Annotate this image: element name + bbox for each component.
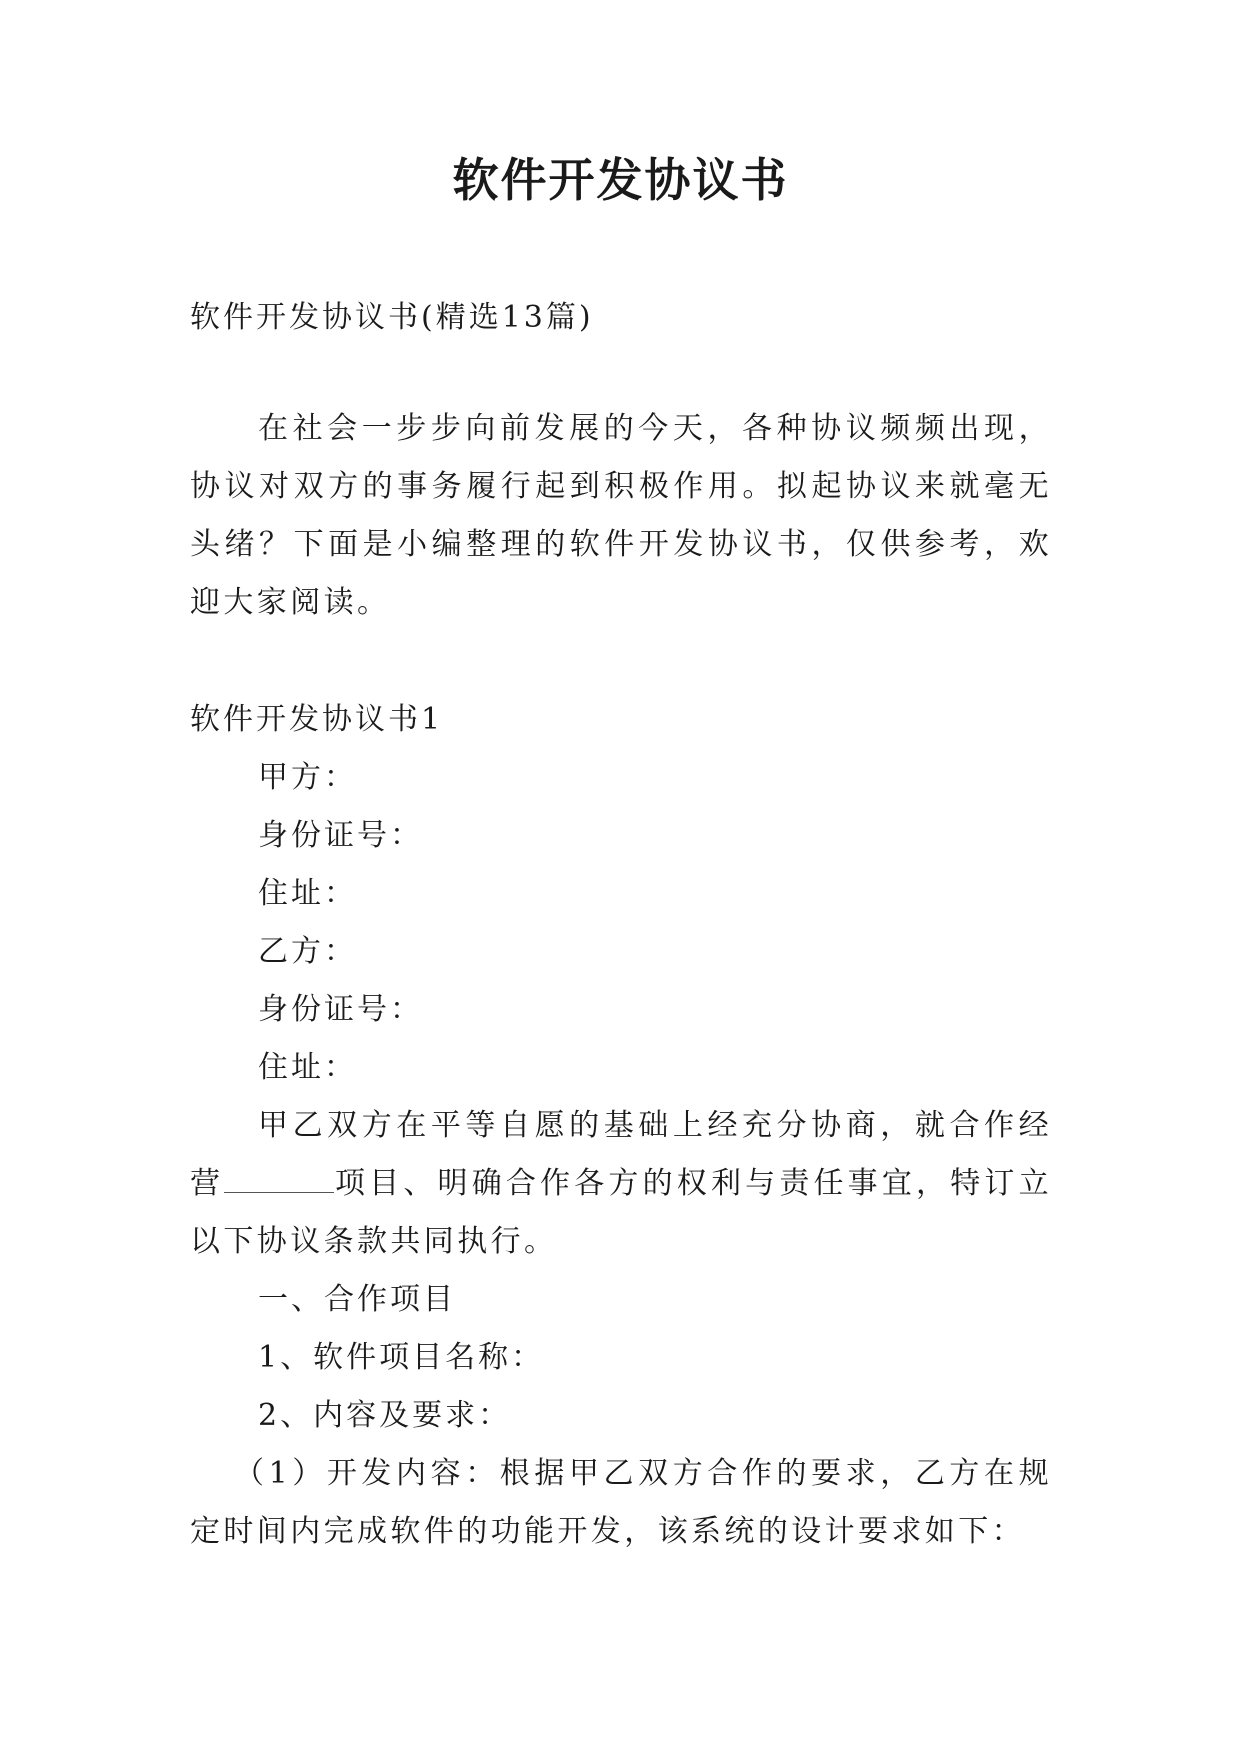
project-name-blank <box>224 1162 334 1193</box>
item-2-label: 2、内容及要求： <box>258 1398 512 1433</box>
document-title: 软件开发协议书 <box>452 153 789 207</box>
clause-1-heading: 一、合作项目 <box>258 1282 456 1317</box>
party-b-id-label: 身份证号： <box>258 992 423 1027</box>
party-b-label: 乙方： <box>258 934 357 969</box>
party-a-address-label: 住址： <box>258 876 357 911</box>
agreement-text-pre: 甲乙双方在平等自愿的基础上经充分协商，就合作经营 <box>190 1108 1052 1201</box>
document-subtitle: 软件开发协议书(精选13篇) <box>190 300 594 335</box>
item-2-1-paragraph: （1）开发内容：根据甲乙双方合作的要求，乙方在规定时间内完成软件的功能开发，该系统的设计要求如下： <box>190 1456 1052 1549</box>
party-a-id-label: 身份证号： <box>258 818 423 853</box>
agreement-text-post: 项目、明确合作各方的权利与责任事宜，特订立以下协议条款共同执行。 <box>190 1166 1052 1259</box>
intro-paragraph: 在社会一步步向前发展的今天，各种协议频频出现，协议对双方的事务履行起到积极作用。拟起协议来就毫无头绪？下面是小编整理的软件开发协议书，仅供参考，欢迎大家阅读。 <box>190 411 1052 620</box>
party-a-label: 甲方： <box>258 760 357 795</box>
item-1-label: 1、软件项目名称： <box>258 1340 545 1375</box>
section-heading: 软件开发协议书1 <box>190 702 444 737</box>
agreement-paragraph <box>190 1097 1052 1271</box>
party-b-address-label: 住址： <box>258 1050 357 1085</box>
